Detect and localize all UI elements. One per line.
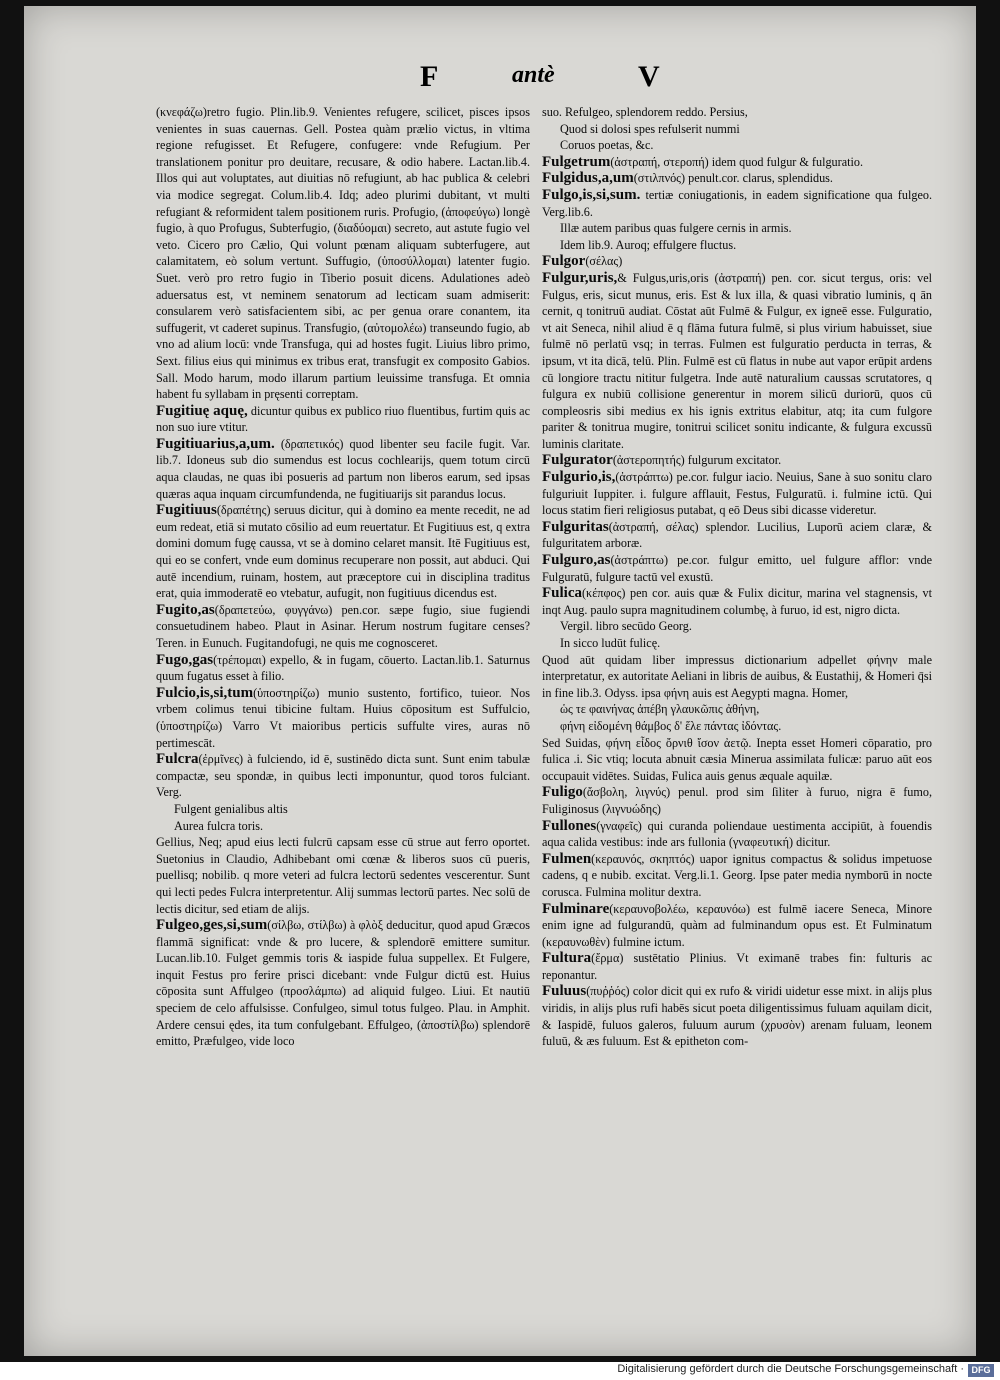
entry-headword: Fultura <box>542 950 592 967</box>
entry-text: (δραπετεύω, φυγγάνω) pen.cor. sæpe fugio, siue fugiendi consuetudinem habeo. Plaut in Asinar. Herum nostrum fugitare censes? Teren. in Eunuch. Fugitandofugi, ne quis me cognosceret. <box>156 602 530 650</box>
entry-headword: Fuligo <box>542 784 583 801</box>
dictionary-entry <box>156 602 530 652</box>
entry-text: Quod aūt quidam liber impressus dictionarium adpellet φήνην male interpretatur, ex autoritate Aeliani in libris de auibus, & Eustathij, & Homeri q̄si in fine lib.3. Odyss. ipsa φήνη auis est Aegypti magna. Homer, <box>542 652 932 700</box>
entry-text: (σίλβω, στίλβω) à φλὸξ deducitur, quod apud Græcos flammā significat: vnde & pro lucere, & splendorē emittere sumitur. Lucan.lib.10. Fulget gemmis toris & iaspide fulua suppellex. Et Fulgere, inquit Festus pro ferire prisci dicebant: vnde Fulgur dictū est. Huius cōposita sunt Affulgeo (προσλάμπω) ad aliquid fulgeo. Liui. Et nautiū speciem de celo affulsisse. Confulgeo, simul totus fulgeo. Plau. in Amphit. Ardere censui ędes, ita tum confulgebant. Effulgeo, (ἀποστίλβω) splendorē emitto, Præfulgeo, vide loco <box>156 918 530 1049</box>
entry-headword: Fulgur,uris, <box>542 269 618 286</box>
entry-headword: Fullones <box>542 817 597 834</box>
entry-headword: Fugitiuę aquę, <box>156 402 248 419</box>
entry-text: Gellius, Neq; apud eius lecti fulcrū capsam esse cū strue aut ferro oportet. Suetonius in Claudio, Adhibebant omi cœnæ & liberos suos cū pueris, puellisq; nobilib. q more veteri ad fulcra lectorū sedentes vescerentur. Sunt qui lecti pedes Fulcra interpretentur. Alij summas lectorū partes. Nec solū de lectis dicitur, sed etiam de alijs. <box>156 835 530 916</box>
dictionary-entry <box>542 104 932 121</box>
quotation-line: Illæ autem paribus quas fulgere cernis in armis. <box>560 221 792 236</box>
entry-headword: Fulgidus,a,um <box>542 170 634 187</box>
entry-headword: Fugitiuarius,a,um. <box>156 435 275 452</box>
entry-text: (ἀστράπτω) pe.cor. fulgur iacio. Neuius, Sane à suo sonitu claro fulguriuit Iuppiter. i. fulgure afflauit, Festus, Fulguratū. i. fulmine ictū. Qui locus statim fieri religiosus putabat, q eō Deus sibi dicasse videretur. <box>542 470 932 518</box>
entry-text: suo. Refulgeo, splendorem reddo. Persius, <box>542 105 748 119</box>
quotation-line: φήνη εἰδομένη θάμβος δ' ἕλε πάντας ἰδόντας. <box>560 718 782 733</box>
dictionary-entry <box>156 751 530 801</box>
dictionary-entry <box>542 519 932 552</box>
dictionary-entry <box>542 253 932 270</box>
entry-text: tertiæ coniugationis, in eadem significatione qua fulgeo. Verg.lib.6. <box>542 187 932 219</box>
dictionary-entry <box>156 917 530 1050</box>
entry-text: (τρέπομαι) expello, & in fugam, cōuerto. Lactan.lib.1. Saturnus quum fugatus esset à filio. <box>156 652 530 684</box>
footer-credit: Digitalisierung gefördert durch die Deutsche Forschungsgemeinschaft · <box>617 1363 964 1375</box>
entry-text: (ὑποστηρίζω) munio sustento, fortifico, tuieor. Nos vrbem colimus tenui tibicine fultam. Huius cōpositum est Suffulcio, (ὑποστηρίζω) Varro Vt maioribus perticis suffulte vires, auras nō pertimescāt. <box>156 685 530 750</box>
quotation-line: Coruos poetas, &c. <box>560 138 654 153</box>
entry-text: (ἀστραπή, στεροπή) idem quod fulgur & fulguratio. <box>610 154 864 169</box>
dictionary-entry <box>542 983 932 1049</box>
dictionary-entry <box>542 452 932 469</box>
dictionary-entry <box>542 950 932 983</box>
header-right-letter: V <box>638 60 660 93</box>
entry-text: (πυῤῥός) color dicit qui ex rufo & viridi uidetur esse mixt. in alijs plus viridis, in alijs plus rufi habēs sicut poeta diligentissimus fuluam aquilam dicit, & Iaspidē, fuluos galeros, fuluum aurum (χρυσὸν) arenam fuluam, leonem fuluū, & æs fuluum. Est & epitheton com- <box>542 984 932 1049</box>
entry-text: (γναφεῖς) qui curanda poliendaue uestimenta accipiūt, à fouendis aqua calida vestibus: inde ars fullonia (γναφευτική) dicitur. <box>542 818 932 850</box>
dictionary-entry <box>542 818 932 851</box>
entry-headword: Fugitiuus <box>156 502 217 519</box>
dfg-logo: DFG <box>968 1364 994 1377</box>
entry-headword: Fulgurio,is, <box>542 469 616 486</box>
entry-text: (δραπέτης) seruus dicitur, qui à domino ea mente recedit, ne ad eum redeat, etiā si mutato cōsilio ad eum reuertatur. Et Fugitiuus est, q extra domini domum fugę caussa, vt se à domino celaret mansit. Itē Fugitiuus est, qui eo se confert, vnde eum dominus recuperare non possit, aut abduci. Qui autē incendium, ruinam, hostem, aut præceptore cui in disciplina traditus erat, quia immoderatē eo vtebatur, aufugit, non fugitiuus dicendus est. <box>156 503 530 601</box>
dictionary-entry <box>542 735 932 785</box>
entry-headword: Fugo,gas <box>156 651 214 668</box>
dictionary-entry <box>156 502 530 602</box>
entry-headword: Fulminare <box>542 900 610 917</box>
page-header <box>24 60 976 100</box>
entry-text: (κεραυνός, σκηπτός) uapor ignitus compactus & solidus impetuose cadens, q e nubib. excitat. Verg.li.1. Georg. Ipse pater media nymborū in nocte corusca. Fulmina molitur dextra. <box>542 851 932 899</box>
entry-headword: Fugito,as <box>156 601 215 618</box>
dictionary-entry <box>542 784 932 817</box>
entry-text: (σέλας) <box>585 254 623 269</box>
scanned-page <box>24 6 976 1356</box>
entry-text: (ἔρμα) sustētatio Plinius. Vt eximanē trabes fin: fulturis ac reponantur. <box>542 951 932 982</box>
quotation-line: Aurea fulcra toris. <box>174 818 263 833</box>
quotation-line: Idem lib.9. Auroq; effulgere fluctus. <box>560 237 737 252</box>
entry-text: (ἀστεροπητής) fulgurum excitator. <box>612 453 782 468</box>
entry-text: Sed Suidas, φήνη εἶδος ὄρνιθ ἴσον ἀετῷ. Inepta esset Homeri cōparatio, pro fulica .i. Sic vtiq; locuta abnuit cæsia Minerua assimilata fulicæ: paruo aūt eos occupauit vidētes. Suidas, Fulica auis genus æquale aquilæ. <box>542 735 932 783</box>
entry-text: (ἐρμῖνες) à fulciendo, id ē, sustinēdo dicta sunt. Sunt enim tabulæ compactæ, seu spondæ, in quibus lecti imponuntur, quod toros fulciant. Verg. <box>156 752 530 800</box>
quotation-line: Vergil. libro secūdo Georg. <box>560 619 692 634</box>
dictionary-entry <box>156 685 530 751</box>
entry-text: (ἀστραπή, σέλας) splendor. Lucilius, Luporū aciem claræ, & fulguritatem arboræ. <box>542 519 932 551</box>
dictionary-entry <box>542 552 932 585</box>
entry-text: dicuntur quibus ex publico riuo fluentibus, furtim quis ac non suo iure vtitur. <box>156 403 530 435</box>
left-column <box>156 104 530 1050</box>
dictionary-entry <box>542 170 932 187</box>
dictionary-entry <box>542 652 932 702</box>
dictionary-entry <box>542 585 932 618</box>
entry-headword: Fuluus <box>542 983 587 1000</box>
dictionary-entry <box>542 901 932 951</box>
footer-bar <box>0 1362 1000 1380</box>
dictionary-entry <box>542 851 932 901</box>
quotation-line: Fulgent genialibus altis <box>174 801 288 816</box>
quotation-line: Quod si dolosi spes refulserit nummi <box>560 121 740 136</box>
entry-headword: Fulgo,is,si,sum. <box>542 186 641 203</box>
entry-headword: Fulmen <box>542 850 592 867</box>
entry-headword: Fulgurator <box>542 452 613 469</box>
right-column <box>542 104 932 1050</box>
entry-headword: Fulgor <box>542 253 586 270</box>
entry-headword: Fulguritas <box>542 518 609 535</box>
quotation-line: ὡς τε φαινήνας ἀπέβη γλαυκῶπις ἀθήνη, <box>560 702 760 717</box>
entry-text: & Fulgus,uris,oris (ἀστραπή) pen. cor. sicut tergus, oris: vel Fulgus, eris, sicut munus, eris. Est & lux illa, & quasi vibratio luminis, q ān cernit, q tonitruū audiat. Cōstat aūt Fulmē & Fulgur, ex igneē esse. Fulguratio, vt ait Seneca, nihil aliud ē q flāma futura fulmē, si plus virium habuisset, siue fulmē nō perlatū vsq; in terras. Fulmen est fulguratio perducta in terras, & ipsum, vt ita dicā, telū. Plin. Fulmē est cū flatus in nube aut vapor erūpit ardens cū longiore tractu nititur fulgetra. Inde autē naturalium caussas scrutatores, q fulgura ex nubiū collisione generentur in morem silicū duriorū, quos cū compleosris sibi medius ex his ignis extritus elabitur, atq; ita cum fulgore pariter & tonitrua mugire, tonitrui scilicet sonitu indicante, & fulgura excussū luminis claritate. <box>542 270 932 451</box>
dictionary-entry <box>156 834 530 917</box>
entry-text: (ἄσβολη, λιγνύς) penul. prod sim ſiliter à furuo, nigra ē fumo, Fuliginosus (λιγνυώδης) <box>542 785 932 816</box>
dictionary-entry <box>542 187 932 220</box>
entry-text: (κέπφος) pen cor. auis quæ & Fulix dicitur, marina vel stagnensis, vt inqt Aug. paulo supra magnitudinem columbę, à furuo, id est, nigro dicta. <box>542 586 932 617</box>
entry-headword: Fulica <box>542 585 582 602</box>
entry-headword: Fulguro,as <box>542 552 611 569</box>
dictionary-entry <box>542 270 932 453</box>
entry-text: (κνεφάζω)retro fugio. Plin.lib.9. Venientes refugere, scilicet, pisces ipsos venientes in suas cauernas. Gell. Postea quàm prælio victus, in vltima regione refugisset. Et Refugere, confugere: vnde Refugium. Per translationem ponitur pro deuitare, recusare, & odio habere. Lactan.lib.4. Illos qui aut voluptates, aut diuitias nō refugiunt, ab hac publica & celebri via modice segregat. Colum.lib.4. Idq; adeo plurimi dubitant, vt multi refugiant & reformident talem positionem ruris. Profugio, (ἀποφεύγω) longè fugio, à quo Profugus, Subterfugio, (διαδύομαι) secreto, aut astute fugio vel veto. Cicero pro Cælio, Qui volunt pœnam aliquam subterfugere, aut calamitatem, eò solum vertunt. Suffugio, (ὑποσύλλομαι) latenter fugio. Suet. verò pro retro fugio in Tiberio posuit dicens. Adulationes adeò aduersatus est, vt neminem senatorum ad lecticam suam admiserit: consularem verò satisfacientem sibi, ac per genua orare conantem, ita suffugerit, vt caderet supinus. Transfugio, (αὐτομολέω) transeundo fugio, ab vno ad alium locū: vnde Transfuga, qui ad hostes fugit. Liuius libro primo, Sext. filius eius qui minimus ex tribus erat, transfugit ex composito Gabios. Sall. Modo harum, modo illarum partium leuissime transfuga. Et omnia habent fu syllabam in pręsenti correptam. <box>156 105 530 402</box>
dictionary-entry <box>542 154 932 171</box>
entry-headword: Fulgetrum <box>542 153 611 170</box>
dictionary-entry <box>156 403 530 436</box>
header-left-letter: F <box>420 60 439 93</box>
dictionary-entry <box>156 652 530 685</box>
entry-text: (στιλπνός) penult.cor. clarus, splendidus. <box>633 171 833 186</box>
entry-headword: Fulcio,is,si,tum <box>156 684 254 701</box>
dictionary-entry <box>156 104 530 403</box>
entry-headword: Fulcra <box>156 751 199 768</box>
dictionary-entry <box>156 436 530 502</box>
entry-headword: Fulgeo,ges,si,sum <box>156 917 268 934</box>
entry-text: (δραπετικός) quod libenter seu facile fugit. Var. lib.7. Idoneus sub dio sumendus est locus cochlearijs, quem totum circū aqua claudas, ne quas ibi posueris ad partum non liberos earum, sed ipsas quæras aqua inquam circumfundenda, ne fugitiuarijs sit parandus locus. <box>156 436 530 501</box>
entry-text: (ἀστράπτω) pe.cor. fulgur emitto, uel fulgure afflor: vnde Fulguratū, fulgure tactū vel exustū. <box>542 553 932 584</box>
entry-text: (κεραυνοβολέω, κεραυνόω) est fulmē iacere Seneca, Minore enim igne ad fulgurandū, quàm ad fulminandum opus est. Et Fulminatum (κεραυνωθὲν) fulmine ictum. <box>542 901 932 949</box>
quotation-line: In sicco ludūt fulicę. <box>560 636 661 650</box>
header-middle-word: antè <box>512 62 555 88</box>
dictionary-entry <box>542 469 932 519</box>
